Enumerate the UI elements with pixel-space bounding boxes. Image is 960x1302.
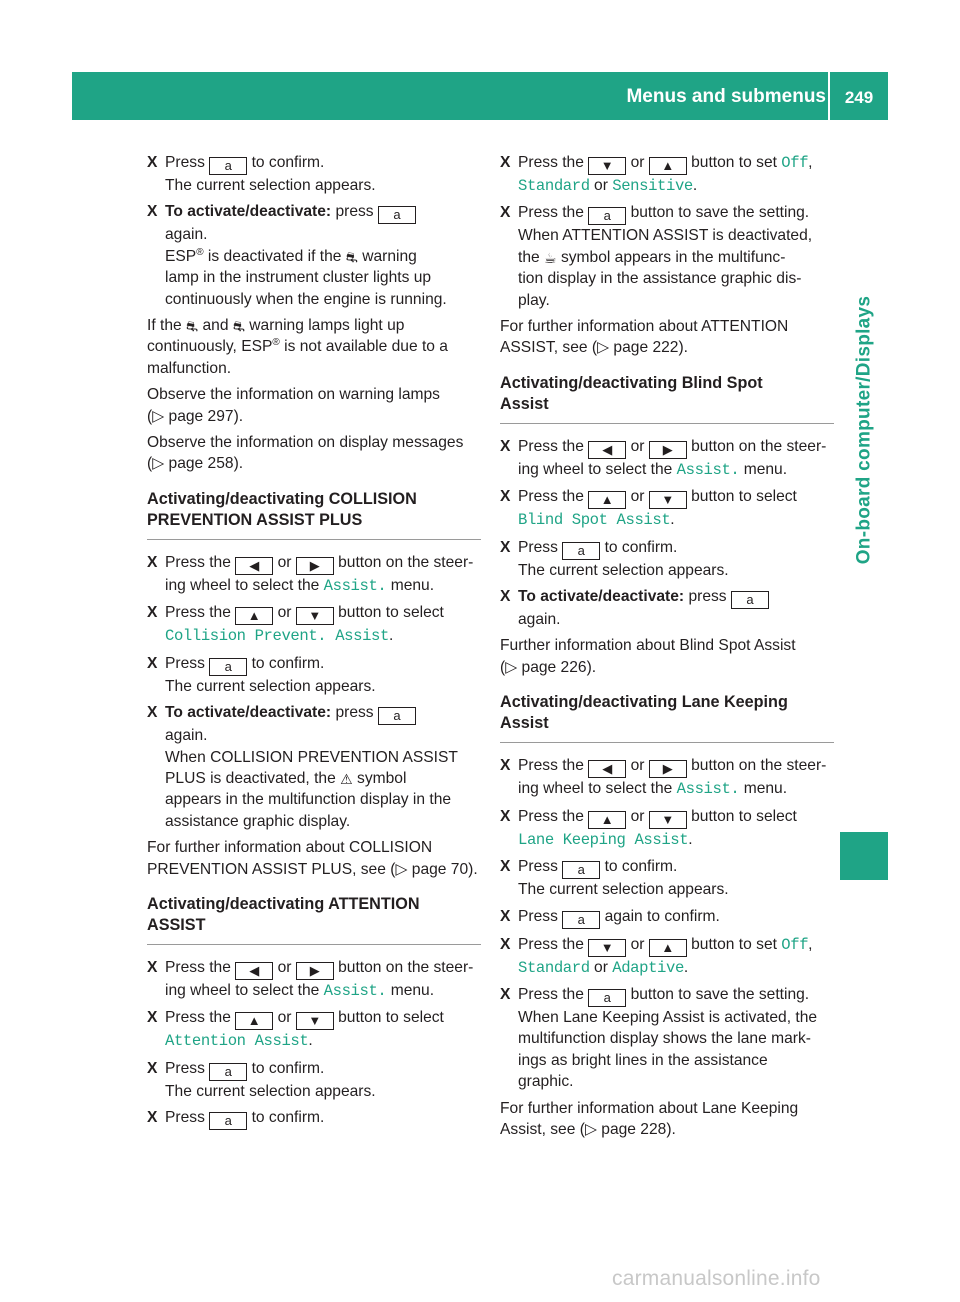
ok-key-icon: a bbox=[562, 861, 600, 879]
step-item: X To activate/deactivate: press a again. bbox=[500, 586, 834, 630]
left-key-icon: ◀ bbox=[588, 441, 626, 459]
ok-key-icon: a bbox=[588, 989, 626, 1007]
section-heading: Activating/deactivating ATTENTION ASSIST bbox=[147, 894, 481, 945]
step-arrow-icon: X bbox=[147, 1109, 158, 1127]
ok-key-icon: a bbox=[588, 207, 626, 225]
step-item: X Press a to confirm. The current selection appears. bbox=[147, 654, 376, 695]
up-key-icon: ▲ bbox=[235, 607, 273, 625]
up-key-icon: ▲ bbox=[235, 1012, 273, 1030]
side-tab bbox=[840, 122, 888, 762]
step-arrow-icon: X bbox=[147, 1009, 158, 1027]
up-key-icon: ▲ bbox=[588, 491, 626, 509]
up-key-icon: ▲ bbox=[649, 157, 687, 175]
page-ref-icon: (▷ bbox=[500, 658, 518, 676]
step-arrow-icon: X bbox=[500, 985, 511, 1003]
step-item: X Press a again to confirm. bbox=[500, 907, 720, 927]
side-tab-label: On-board computer/Displays bbox=[853, 295, 875, 565]
esp-off-icon: ⛐ bbox=[345, 248, 358, 265]
ok-key-icon: a bbox=[562, 542, 600, 560]
page-ref-icon: (▷ bbox=[579, 1120, 597, 1138]
section-heading: Activating/deactivating COLLISION PREVENTION ASSIST PLUS bbox=[147, 489, 481, 540]
ok-key-icon: a bbox=[562, 911, 600, 929]
step-arrow-icon: X bbox=[500, 538, 511, 556]
side-tab-marker bbox=[840, 832, 888, 880]
step-arrow-icon: X bbox=[500, 154, 511, 171]
step-arrow-icon: X bbox=[500, 437, 511, 455]
step-arrow-icon: X bbox=[147, 604, 158, 622]
menu-name: Assist. bbox=[323, 576, 387, 595]
page-ref-icon: (▷ bbox=[390, 860, 408, 878]
step-arrow-icon: X bbox=[147, 654, 158, 672]
step-arrow-icon: X bbox=[147, 154, 158, 171]
left-key-icon: ◀ bbox=[235, 962, 273, 980]
left-key-icon: ◀ bbox=[235, 557, 273, 575]
right-key-icon: ▶ bbox=[296, 557, 334, 575]
step-arrow-icon: X bbox=[147, 704, 158, 722]
step-item: X To activate/deactivate: press a again. ESP® is deactivated if the ⛐ warning lamp in the instrument cluster lights up continuously when the engine is running. bbox=[147, 203, 447, 308]
step-arrow-icon: X bbox=[147, 553, 158, 571]
section-heading: Activating/deactivating Lane Keeping Assist bbox=[500, 692, 834, 743]
menu-name: Assist. bbox=[676, 460, 740, 479]
ok-key-icon: a bbox=[209, 1112, 247, 1130]
header-bar bbox=[72, 72, 888, 120]
down-key-icon: ▼ bbox=[296, 607, 334, 625]
step-arrow-icon: X bbox=[500, 204, 511, 222]
step-item: X Press a to confirm. The current selection appears. bbox=[500, 858, 729, 899]
page-ref-icon: (▷ bbox=[147, 455, 165, 473]
step-item: X Press a to confirm. The current selection appears. bbox=[147, 152, 481, 196]
step-item: X Press the ▲ or ▼ button to select Blind Spot Assist. bbox=[500, 488, 797, 530]
right-key-icon: ▶ bbox=[649, 760, 687, 778]
step-arrow-icon: X bbox=[500, 488, 511, 506]
step-item: X To activate/deactivate: press a again. When COLLISION PREVENTION ASSIST PLUS is deactivated, the ⚠ symbol appears in the multifunction display in the assistance graphic display. bbox=[147, 704, 458, 830]
step-arrow-icon: X bbox=[147, 958, 158, 976]
right-key-icon: ▶ bbox=[649, 441, 687, 459]
step-item: X Press the ▼ or ▲ button to set Off, Standard or Adaptive. bbox=[500, 935, 813, 977]
right-key-icon: ▶ bbox=[296, 962, 334, 980]
step-item: X Press the ◀ or ▶ button on the steer- ing wheel to select the Assist. menu. bbox=[500, 757, 827, 799]
down-key-icon: ▼ bbox=[588, 157, 626, 175]
step-text: The current selection appears. bbox=[165, 177, 376, 194]
paragraph: Observe the information on display messages (▷ page 258). bbox=[147, 434, 464, 473]
paragraph: For further information about Lane Keeping Assist, see (▷ page 228). bbox=[500, 1099, 799, 1138]
step-item: X Press the ▲ or ▼ button to select Lane Keeping Assist. bbox=[500, 807, 797, 849]
left-column bbox=[147, 152, 481, 1135]
step-arrow-icon: X bbox=[500, 935, 511, 953]
menu-name: Assist. bbox=[676, 780, 740, 799]
paragraph: If the ⛐ and ⛐ warning lamps light up continuously, ESP® is not available due to a malfunction. bbox=[147, 317, 448, 377]
step-item: X Press the a button to save the setting. When ATTENTION ASSIST is deactivated, the ☕ symbol appears in the multifunc- tion display in the assistance graphic dis- play. bbox=[500, 204, 813, 309]
section-title: Menus and submenus bbox=[626, 86, 826, 107]
step-arrow-icon: X bbox=[500, 807, 511, 825]
attention-assist-off-icon: ☕ bbox=[544, 249, 557, 266]
collision-prevention-off-icon: ⚠ bbox=[340, 770, 353, 787]
step-item: X Press the ▼ or ▲ button to set Off, Standard or Sensitive. bbox=[500, 154, 813, 195]
right-column bbox=[500, 152, 834, 1145]
ok-key-icon: a bbox=[209, 157, 247, 175]
ok-key-icon: a bbox=[209, 658, 247, 676]
step-item: X Press a to confirm. The current selection appears. bbox=[147, 1059, 376, 1100]
page-ref-icon: (▷ bbox=[591, 339, 610, 357]
menu-name: Assist. bbox=[323, 981, 387, 1000]
paragraph: Further information about Blind Spot Assist (▷ page 226). bbox=[500, 637, 796, 676]
step-item: X Press the ◀ or ▶ button on the steer- ing wheel to select the Assist. menu. bbox=[147, 553, 474, 595]
watermark: carmanualsonline.info bbox=[612, 1267, 821, 1290]
step-item: X Press the ◀ or ▶ button on the steer- ing wheel to select the Assist. menu. bbox=[500, 437, 827, 479]
step-item: X Press a to confirm. bbox=[147, 1109, 325, 1129]
step-item: X Press the ▲ or ▼ button to select Attention Assist. bbox=[147, 1009, 444, 1051]
esp-icon: ⛐ bbox=[186, 318, 199, 335]
page-number: 249 bbox=[844, 88, 874, 107]
menu-item-name: Blind Spot Assist bbox=[518, 511, 671, 530]
step-arrow-icon: X bbox=[500, 858, 511, 876]
down-key-icon: ▼ bbox=[649, 491, 687, 509]
page-ref-icon: (▷ bbox=[147, 407, 165, 425]
left-key-icon: ◀ bbox=[588, 760, 626, 778]
step-arrow-icon: X bbox=[500, 757, 511, 775]
ok-key-icon: a bbox=[378, 206, 416, 224]
step-item: X Press a to confirm. The current selection appears. bbox=[500, 538, 729, 579]
ok-key-icon: a bbox=[731, 591, 769, 609]
menu-item-name: Collision Prevent. Assist bbox=[165, 627, 389, 646]
step-arrow-icon: X bbox=[147, 203, 158, 221]
step-item: X Press the ▲ or ▼ button to select Collision Prevent. Assist. bbox=[147, 604, 444, 646]
up-key-icon: ▲ bbox=[649, 939, 687, 957]
step-arrow-icon: X bbox=[147, 1059, 158, 1077]
step-arrow-icon: X bbox=[500, 588, 511, 606]
section-heading: Activating/deactivating Blind Spot Assist bbox=[500, 373, 834, 424]
step-item: X Press the ◀ or ▶ button on the steer- ing wheel to select the Assist. menu. bbox=[147, 958, 474, 1000]
step-arrow-icon: X bbox=[500, 907, 511, 925]
paragraph: Observe the information on warning lamps (▷ page 297). bbox=[147, 386, 440, 425]
ok-key-icon: a bbox=[209, 1063, 247, 1081]
paragraph: For further information about ATTENTION ASSIST, see (▷ page 222). bbox=[500, 318, 789, 357]
step-item: X Press the a button to save the setting. When Lane Keeping Assist is activated, the multifunction display shows the lane mark- ings as bright lines in the assistance graphic. bbox=[500, 985, 818, 1091]
down-key-icon: ▼ bbox=[296, 1012, 334, 1030]
down-key-icon: ▼ bbox=[588, 939, 626, 957]
menu-item-name: Attention Assist bbox=[165, 1032, 309, 1051]
menu-item-name: Lane Keeping Assist bbox=[518, 830, 689, 849]
esp-off-icon: ⛐ bbox=[232, 318, 245, 335]
ok-key-icon: a bbox=[378, 707, 416, 725]
up-key-icon: ▲ bbox=[588, 811, 626, 829]
paragraph: For further information about COLLISION PREVENTION ASSIST PLUS, see (▷ page 70). bbox=[147, 839, 478, 878]
down-key-icon: ▼ bbox=[649, 811, 687, 829]
